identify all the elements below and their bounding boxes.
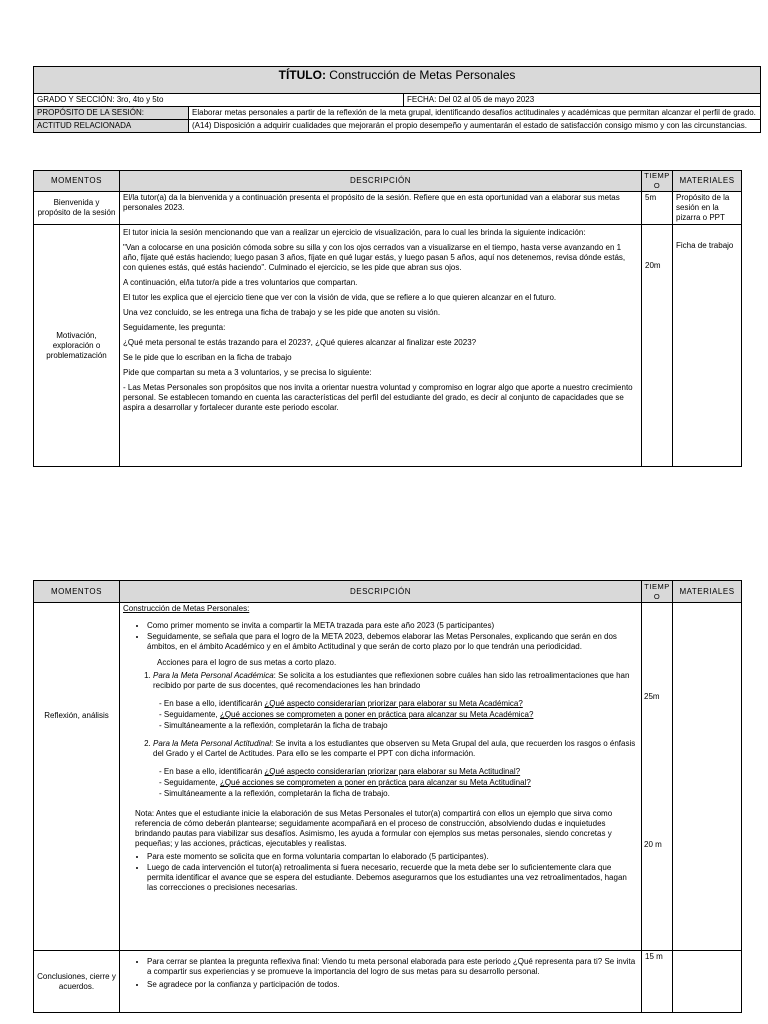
list-item	[159, 710, 638, 720]
materiales-motivacion: Ficha de trabajo	[673, 225, 742, 467]
sub-list	[153, 699, 638, 731]
question-text: ¿Qué aspecto considerarían priorizar para elaborar su Meta Actitudinal?	[264, 767, 521, 776]
list-item	[159, 789, 638, 799]
grado-cell	[34, 94, 404, 107]
moments-table-1	[33, 170, 742, 467]
title-cell	[34, 67, 761, 94]
descripcion-conclusiones	[120, 951, 642, 1013]
paragraph: El tutor les explica que el ejercicio tiene que ver con la visión de vida, que se refiere a lo que quieren alcanzar en el futuro.	[123, 293, 557, 302]
fecha-value: Del 02 al 05 de mayo 2023	[438, 95, 535, 104]
list-item	[153, 671, 638, 731]
moments-table-2	[33, 580, 742, 1013]
col-materiales: MATERIALES	[673, 581, 742, 603]
bullet-list	[123, 957, 638, 990]
col-descripcion: DESCRIPCIÓN	[120, 171, 642, 192]
item-title: Para la Meta Personal Académica	[153, 671, 274, 680]
descripcion-motivacion	[120, 225, 642, 467]
col-descripcion: DESCRIPCIÓN	[120, 581, 642, 603]
list-item: • Se agradece por la confianza y participación de todos.	[147, 980, 638, 990]
materiales-reflexion	[673, 603, 742, 951]
nota-text: Nota: Antes que el estudiante inicie la elaboración de sus Metas Personales el tutor(a) compartirá con ellos un ejemplo que sirva como referencia de cómo deberán plantearse; seguidamente acompañará en el proceso de construcción, absolviendo dudas e inquietudes brindando pautas para viabilizar sus desafíos. Asimismo, les ayuda a formular con ejemplos sus metas personales, siendo concretas y pequeñas; y las acciones, prácticas, ejecutables y realistas.	[135, 809, 613, 848]
item-text: : Se invita a los estudiantes que observen su Meta Grupal del aula, que recuerden los rasgos o énfasis del Grado y el Cartel de Actitudes. Para ello se les comparte el PPT con dicha información.	[153, 739, 636, 758]
table-row	[34, 225, 742, 467]
materiales-conclusiones	[673, 951, 742, 1013]
question-text: ¿Qué acciones se comprometen a poner en práctica para alcanzar su Meta Académica?	[219, 710, 534, 719]
list-item	[159, 767, 638, 777]
col-materiales: MATERIALES	[673, 171, 742, 192]
fecha-cell	[404, 94, 761, 107]
header-table	[33, 66, 761, 133]
list-item: • Luego de cada intervención el tutor(a) retroalimenta si fuera necesario, recuerde que la meta debe ser lo suficientemente clara que permita identificar el avance que se espera del estudiante. Debemos asegurarnos que los estudiantes una vez retroalimentados, hagan las correcciones o precisiones necesarias.	[147, 863, 638, 893]
descripcion-bienvenida: El/la tutor(a) da la bienvenida y a continuación presenta el propósito de la sesión. Refiere que en esta oportunidad van a elaborar sus metas personales 2023.	[120, 192, 642, 225]
sub-text: En base a ello, identificarán	[163, 767, 265, 776]
col-tiempo: TIEMPO	[642, 171, 673, 192]
grado-value: 3ro, 4to y 5to	[116, 95, 164, 104]
list-item: • Como primer momento se invita a compartir la META trazada para este año 2023 (5 participantes)	[147, 621, 638, 631]
list-item: • Para este momento se solicita que en forma voluntaria compartan lo elaborado (5 participantes).	[147, 852, 638, 862]
proposito-label: PROPÓSITO DE LA SESIÓN:	[34, 107, 189, 120]
paragraph: El tutor inicia la sesión mencionando que van a realizar un ejercicio de visualización, para lo cual les brinda la siguiente indicación:	[123, 228, 586, 237]
tiempo-a: 25m	[644, 692, 660, 701]
bullet-list	[123, 621, 638, 652]
numbered-list	[123, 671, 638, 799]
question-text: ¿Qué aspecto considerarían priorizar para elaborar su Meta Académica?	[264, 699, 523, 708]
tiempo-conclusiones: 15 m	[642, 951, 673, 1013]
actitud-label: ACTITUD RELACIONADA	[34, 120, 189, 133]
momento-conclusiones: Conclusiones, cierre y acuerdos.	[34, 951, 120, 1013]
actitud-value: (A14) Disposición a adquirir cualidades que mejorarán el propio desempeño y aumentarán el estado de satisfacción consigo mismo y con las circunstancias.	[189, 120, 761, 133]
grado-label: GRADO Y SECCIÓN:	[37, 95, 115, 104]
paragraph: Se le pide que lo escriban en la ficha de trabajo	[123, 353, 292, 362]
list-item	[159, 699, 638, 709]
list-item	[159, 778, 638, 788]
title-label: TÍTULO:	[278, 68, 326, 82]
table-row	[34, 951, 742, 1013]
sub-text: En base a ello, identificarán	[163, 699, 265, 708]
paragraph: Seguidamente, les pregunta:	[123, 323, 226, 332]
tiempo-reflexion	[642, 603, 673, 951]
list-item: • Seguidamente, se señala que para el logro de la META 2023, debemos elaborar las Metas Personales, explicando que serán en dos ámbitos, en el ámbito Académico y en el ámbito Actitudinal y que serán de corto plazo por lo que tendrán una periodicidad.	[147, 632, 638, 652]
acciones-text: Acciones para el logro de sus metas a corto plazo.	[157, 658, 337, 667]
tiempo-motivacion: 20m	[642, 225, 673, 467]
table-row	[34, 603, 742, 951]
question-text: ¿Qué acciones se comprometen a poner en práctica para alcanzar su Meta Actitudinal?	[219, 778, 531, 787]
sub-list	[153, 767, 638, 799]
paragraph: Pide que compartan su meta a 3 voluntarios, y se precisa lo siguiente:	[123, 368, 372, 377]
item-title: Para la Meta Personal Actitudinal	[153, 739, 271, 748]
col-momentos: MOMENTOS	[34, 171, 120, 192]
proposito-value: Elaborar metas personales a partir de la reflexión de la meta grupal, identificando desafíos actitudinales y académicas que permitan alcanzar el perfil de grado.	[189, 107, 761, 120]
materiales-bienvenida: Propósito de la sesión en la pizarra o PPT	[673, 192, 742, 225]
tiempo-bienvenida: 5m	[642, 192, 673, 225]
sub-text: Simultáneamente a la reflexión, completarán la ficha de trabajo	[163, 721, 388, 730]
col-momentos: MOMENTOS	[34, 581, 120, 603]
momento-reflexion: Reflexión, análisis	[34, 603, 120, 951]
paragraph: - Las Metas Personales son propósitos que nos invita a orientar nuestra voluntad y compromiso en lograr algo que aporte a nuestro crecimiento personal. Se establecen tomando en cuenta las características del perfil del estudiante del grado, es decir al conjunto de capacidades que se aspira a desarrollar y fortalecer durante este periodo escolar.	[123, 383, 633, 412]
fecha-label: FECHA:	[407, 95, 437, 104]
list-item	[159, 721, 638, 731]
momento-motivacion: Motivación, exploración o problematización	[34, 225, 120, 467]
sub-text: Seguidamente,	[163, 710, 220, 719]
paragraph: A continuación, el/la tutor/a pide a tres voluntarios que compartan.	[123, 278, 358, 287]
list-item: • Para cerrar se plantea la pregunta reflexiva final: Viendo tu meta personal elaborada para este periodo ¿Qué representa para ti? Se invita a compartir sus experiencias y se promueve la importancia del logro de sus metas para su desarrollo personal.	[147, 957, 638, 977]
momento-bienvenida: Bienvenida y propósito de la sesión	[34, 192, 120, 225]
item-text: : Se solicita a los estudiantes que reflexionen sobre cuáles han sido las retroalimentaciones que han recibido por parte de sus docentes, qué recomendaciones les han brindado	[153, 671, 630, 690]
page-title: Construcción de Metas Personales	[329, 68, 516, 82]
descripcion-reflexion	[120, 603, 642, 951]
tiempo-b: 20 m	[644, 840, 662, 849]
col-tiempo: TIEMPO	[642, 581, 673, 603]
sub-text: Simultáneamente a la reflexión, completarán la ficha de trabajo.	[163, 789, 390, 798]
list-item	[153, 739, 638, 799]
bullet-list	[123, 852, 638, 893]
paragraph: Una vez concluido, se les entrega una ficha de trabajo y se les pide que anoten su visión.	[123, 308, 441, 317]
sub-text: Seguidamente,	[163, 778, 220, 787]
section-heading: Construcción de Metas Personales:	[123, 604, 250, 613]
table-row	[34, 192, 742, 225]
paragraph: ¿Qué meta personal te estás trazando para el 2023?, ¿Qué quieres alcanzar al finalizar este 2023?	[123, 338, 477, 347]
paragraph: "Van a colocarse en una posición cómoda sobre su silla y con los ojos cerrados van a visualizarse en el tiempo, hasta verse avanzando en 1 año, fíjate qué estás haciendo; luego pasan 3 años, fíjate en qué lugar estás, y luego pasan 5 años, aquí nos detenemos, revisa dónde estás, con quienes estás, qué estás haciendo". Culminado el ejercicio, se les pide que abran sus ojos.	[123, 243, 626, 272]
